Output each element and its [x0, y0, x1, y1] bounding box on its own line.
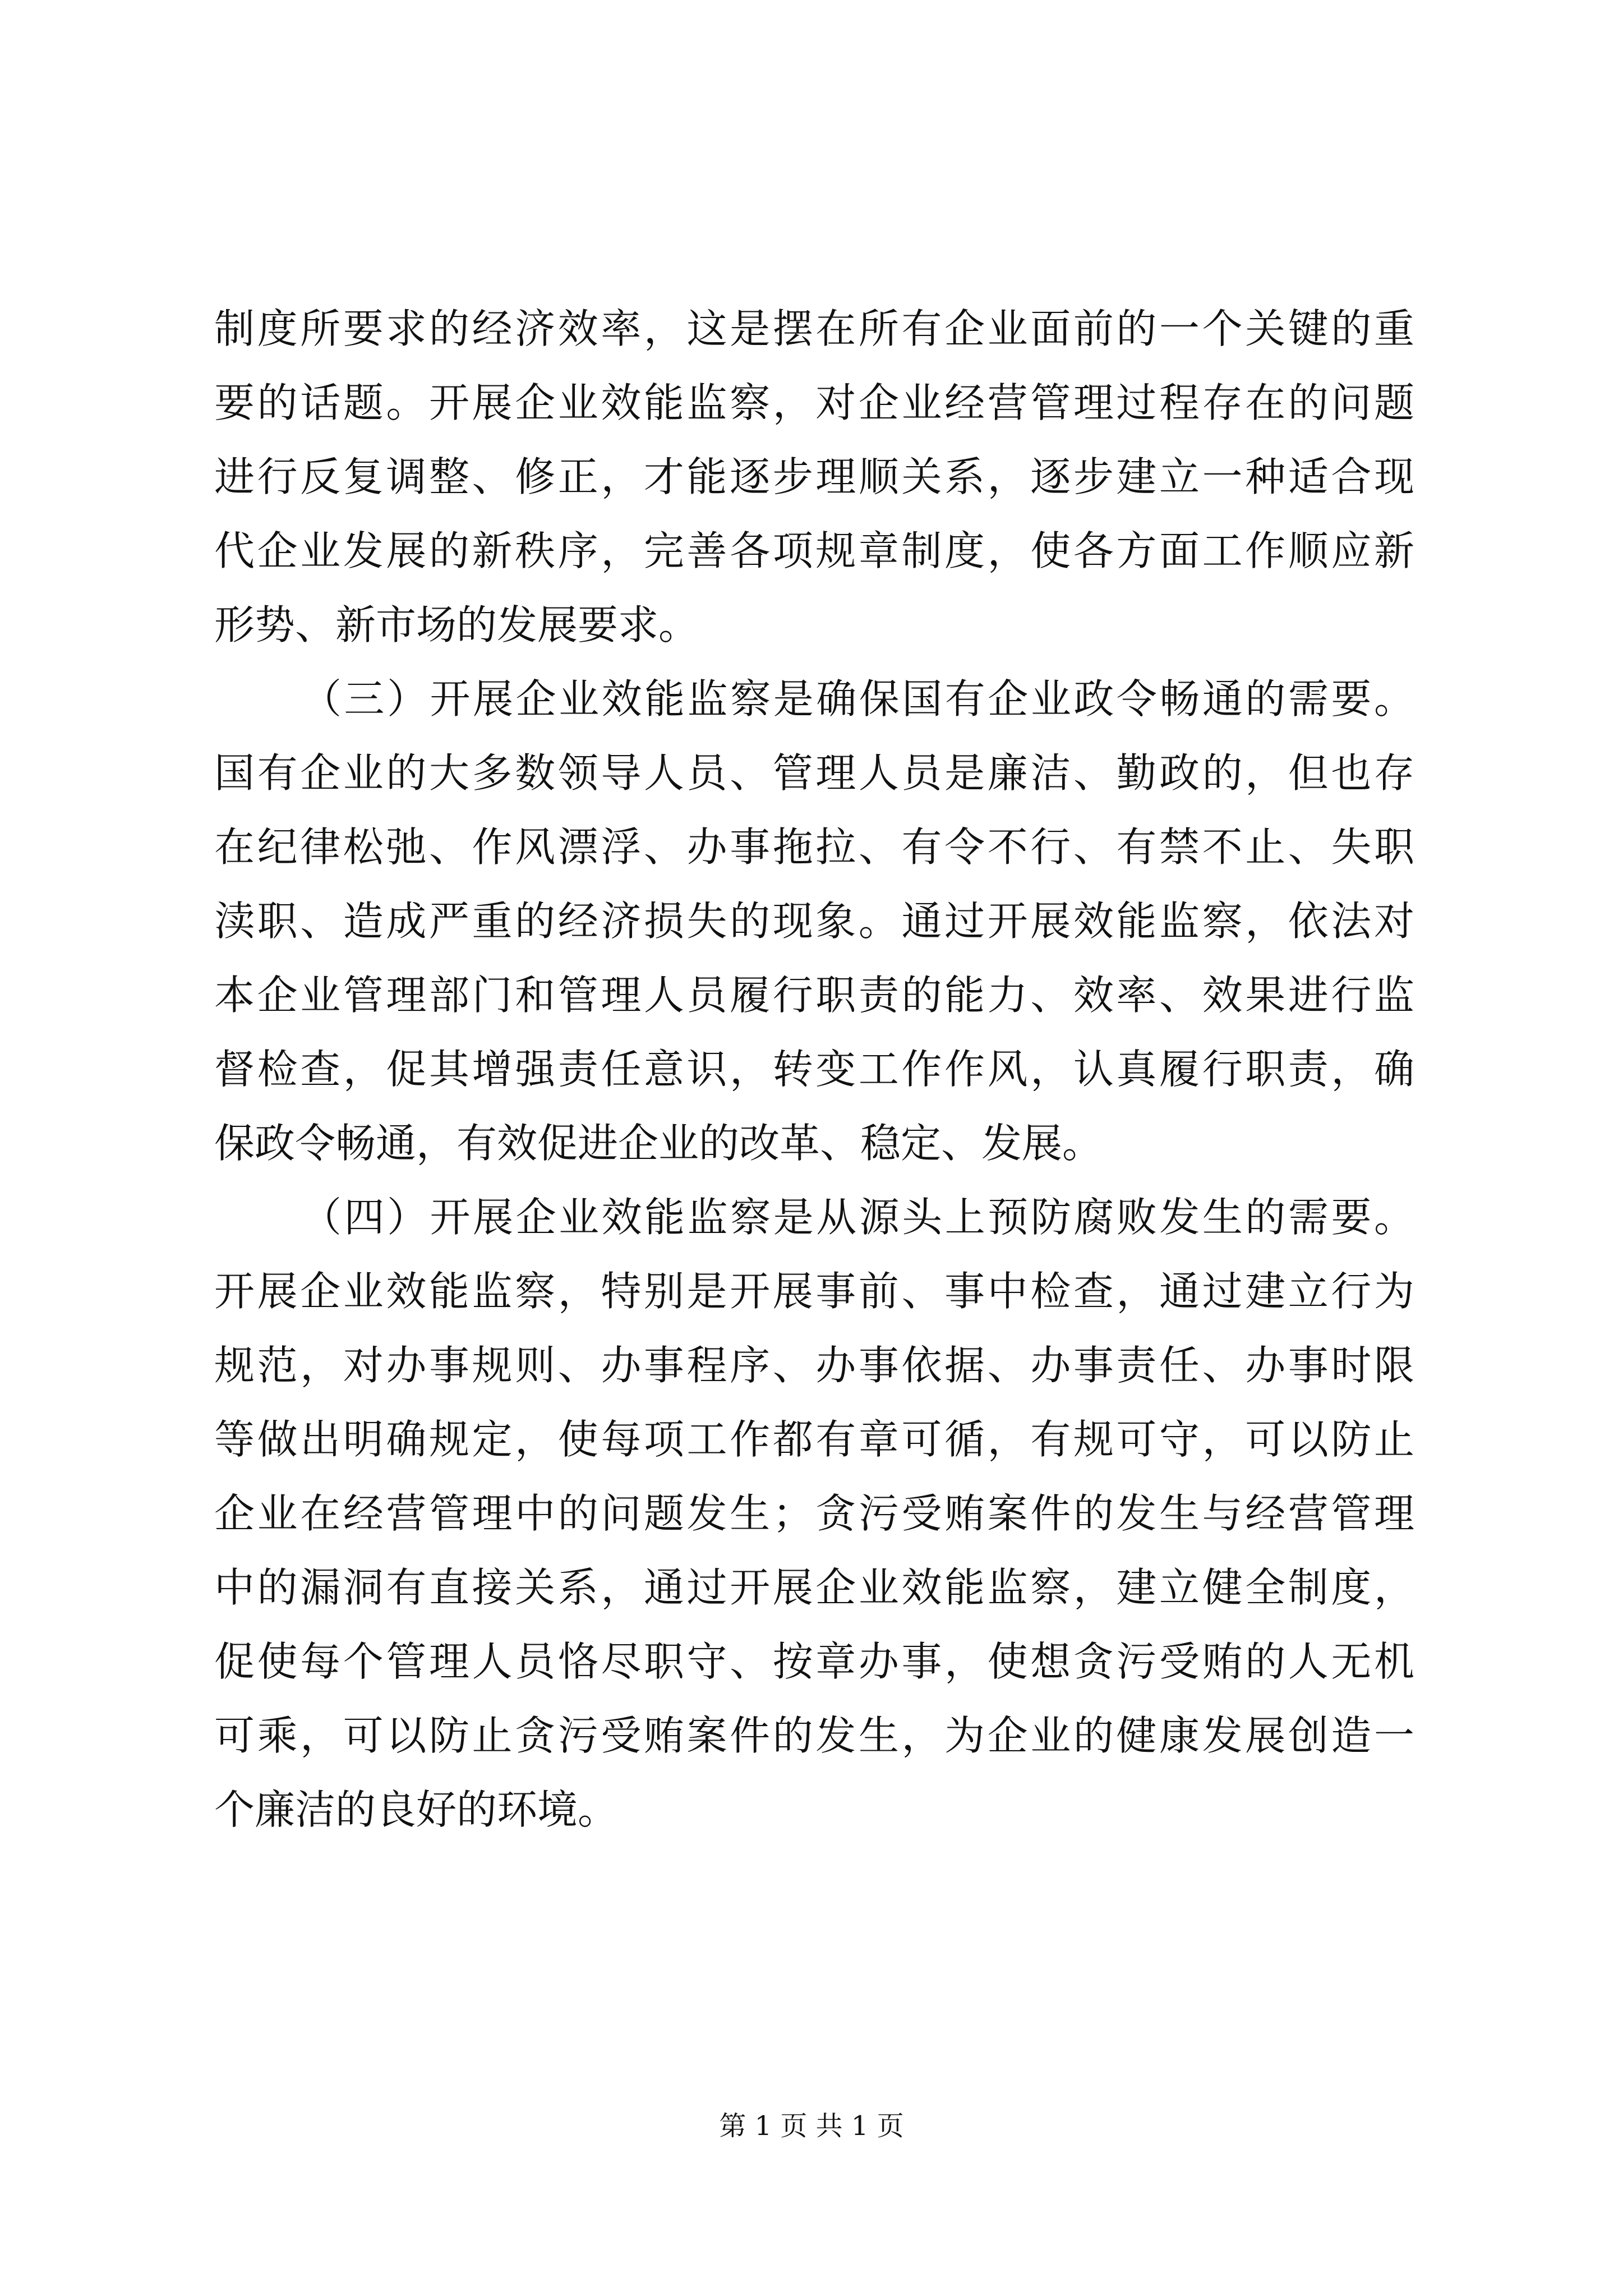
document-body [214, 292, 1414, 1847]
text-line: 要的话题。开展企业效能监察，对企业经营管理过程存在的问题 [214, 379, 1414, 426]
page-number-footer: 第 1 页 共 1 页 [719, 2110, 904, 2142]
text-line: 促使每个管理人员恪尽职守、按章办事，使想贪污受贿的人无机 [214, 1638, 1414, 1685]
text-line: 规范，对办事规则、办事程序、办事依据、办事责任、办事时限 [214, 1342, 1414, 1389]
text-line: 督检查，促其增强责任意识，转变工作作风，认真履行职责，确 [214, 1046, 1414, 1093]
text-line: 等做出明确规定，使每项工作都有章可循，有规可守，可以防止 [214, 1416, 1414, 1463]
text-line: 本企业管理部门和管理人员履行职责的能力、效率、效果进行监 [214, 972, 1414, 1019]
text-line: 制度所要求的经济效率，这是摆在所有企业面前的一个关键的重 [214, 305, 1414, 352]
text-line: 中的漏洞有直接关系，通过开展企业效能监察，建立健全制度， [214, 1564, 1414, 1611]
text-line: 代企业发展的新秩序，完善各项规章制度，使各方面工作顺应新 [214, 527, 1414, 574]
text-line: 在纪律松弛、作风漂浮、办事拖拉、有令不行、有禁不止、失职 [214, 823, 1414, 871]
text-line: 国有企业的大多数领导人员、管理人员是廉洁、勤政的，但也存 [214, 749, 1414, 797]
text-line: 进行反复调整、修正，才能逐步理顺关系，逐步建立一种适合现 [214, 453, 1414, 500]
text-line: 渎职、造成严重的经济损失的现象。通过开展效能监察，依法对 [214, 898, 1414, 945]
text-line: 可乘，可以防止贪污受贿案件的发生，为企业的健康发展创造一 [214, 1712, 1414, 1759]
text-line: 开展企业效能监察，特别是开展事前、事中检查，通过建立行为 [214, 1268, 1414, 1315]
text-line: 企业在经营管理中的问题发生；贪污受贿案件的发生与经营管理 [214, 1490, 1414, 1537]
text-line: 形势、新市场的发展要求。 [214, 601, 699, 648]
text-line: 个廉洁的良好的环境。 [214, 1786, 619, 1833]
section-heading-line: （四）开展企业效能监察是从源头上预防腐败发生的需要。 [301, 1194, 1414, 1241]
text-line: 保政令畅通，有效促进企业的改革、稳定、发展。 [214, 1120, 1103, 1167]
section-heading-line: （三）开展企业效能监察是确保国有企业政令畅通的需要。 [301, 675, 1414, 723]
